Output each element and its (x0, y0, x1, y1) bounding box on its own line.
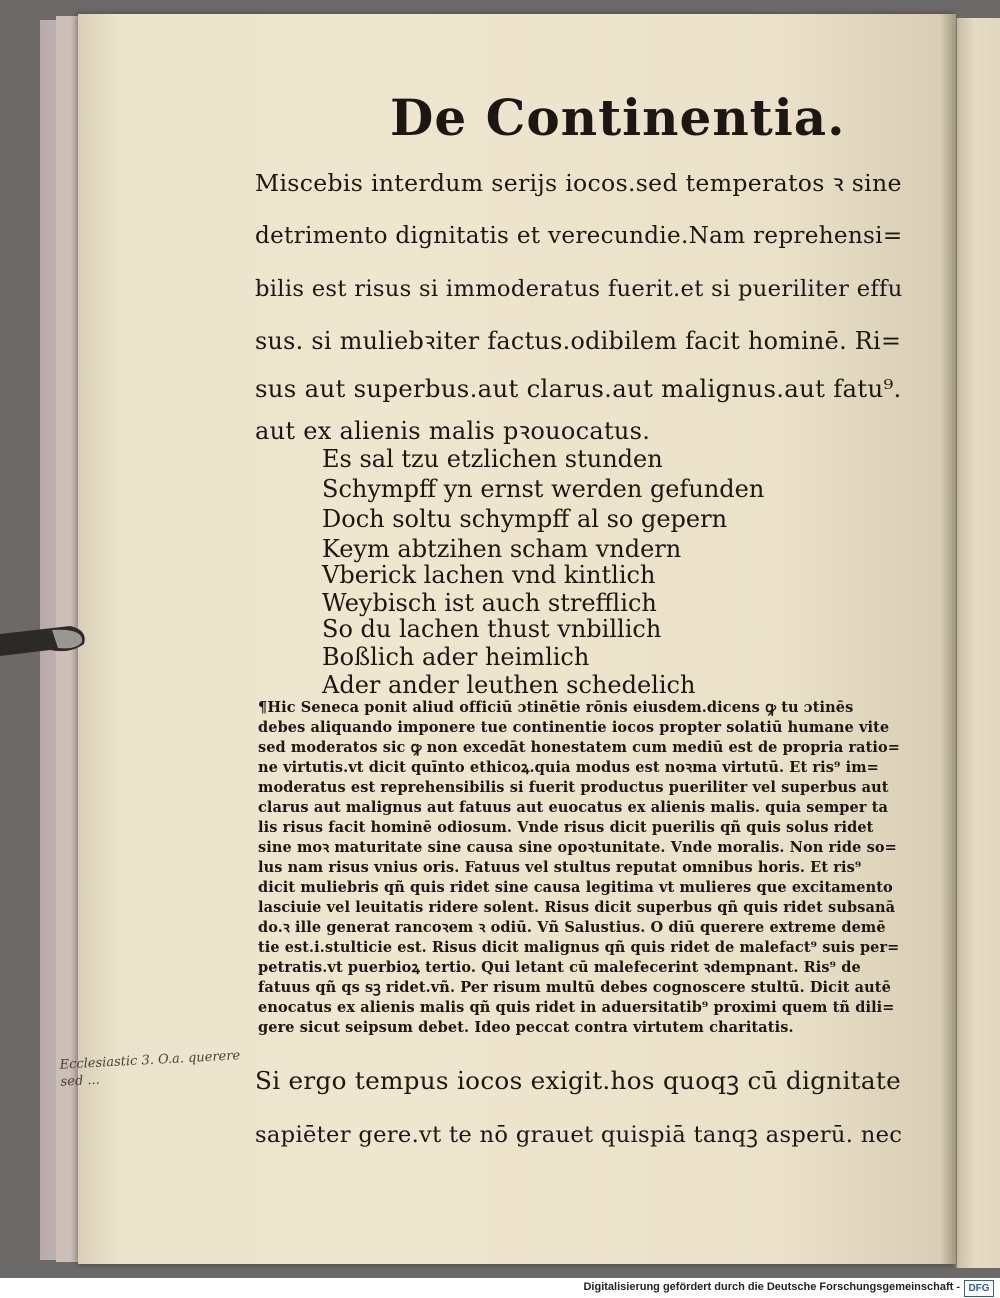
commentary-line: clarus aut malignus aut fatuus aut euocatus ex alienis malis. quia semper ta (258, 799, 889, 816)
latin-line: sus. si muliebꝛiter factus.odibilem facit hominē. Ri= (255, 327, 902, 355)
commentary-line: ne virtutis.vt dicit quīnto ethicoꝝ.quia modus est noꝛma virtutū. Et ris⁹ im= (258, 759, 879, 776)
margin-note-line: Ecclesiastic 3. O.a. querere (59, 1048, 241, 1073)
commentary-line: do.ꝛ ille generat rancoꝛem ꝛ odiū. Vñ Salustius. O diū querere extreme demē (258, 919, 886, 936)
commentary-line: lis risus facit hominē odiosum. Vnde risus dicit puerilis qñ quis solus ridet (258, 819, 874, 836)
commentary-line: tie est.i.stulticie est. Risus dicit malignus qñ quis ridet de malefact⁹ suis per= (258, 939, 900, 956)
latin-line: detrimento dignitatis et verecundie.Nam reprehensi= (255, 223, 903, 249)
verse-line: Vberick lachen vnd kintlich (322, 561, 656, 589)
bookmark-strip (0, 620, 90, 660)
facing-page (955, 18, 1000, 1268)
verse-line: Ader ander leuthen schedelich (322, 671, 696, 699)
commentary-line: dicit muliebris qñ quis ridet sine causa legitima vt mulieres que excitamento (258, 879, 893, 896)
commentary-line: petratis.vt puerbioꝝ tertio. Qui letant cū malefecerint ꝛdempnant. Ris⁹ de (258, 959, 861, 976)
commentary-line: gere sicut seipsum debet. Ideo peccat contra virtutem charitatis. (258, 1019, 794, 1036)
commentary-line: moderatus est reprehensibilis si fuerit productus pueriliter vel superbus aut (258, 779, 889, 796)
latin-line: aut ex alienis malis pꝛouocatus. (255, 417, 651, 445)
closing-line: sapiēter gere.vt te nō grauet quispiā tanqꝫ asperū. nec (255, 1122, 903, 1148)
verse-line: Weybisch ist auch strefflich (322, 589, 657, 617)
page-title: De Continentia. (390, 88, 846, 147)
commentary-line: debes aliquando imponere tue continentie iocos propter solatiū humane vite (258, 719, 890, 736)
latin-line: bilis est risus si immoderatus fuerit.et si pueriliter effu (255, 276, 903, 302)
commentary-line: lasciuie vel leuitatis ridere solent. Risus dicit superbus qñ quis ridet subsanā (258, 899, 896, 916)
verse-line: Doch soltu schympff al so gepern (322, 505, 728, 533)
margin-note-line: sed ... (60, 1072, 101, 1090)
latin-line: Miscebis interdum serijs iocos.sed temperatos ꝛ sine (255, 169, 902, 197)
commentary-line: lus nam risus vnius oris. Fatuus vel stultus reputat omnibus horis. Et ris⁹ (258, 859, 862, 876)
footer-bar (0, 1278, 1000, 1298)
commentary-line: sed moderatos sic ꝙ non excedāt honestatem cum mediū est de propria ratio= (258, 739, 900, 756)
verse-line: Es sal tzu etzlichen stunden (322, 445, 663, 473)
verse-line: Keym abtzihen scham vndern (322, 535, 682, 563)
verse-line: Boßlich ader heimlich (322, 643, 590, 671)
commentary-line: fatuus qñ qs sꝫ ridet.vñ. Per risum multū debes cognoscere stultū. Dicit autē (258, 979, 891, 996)
latin-line: sus aut superbus.aut clarus.aut malignus.aut fatu⁹. (255, 374, 902, 403)
funding-credit: Digitalisierung gefördert durch die Deutsche Forschungsgemeinschaft - (583, 1281, 960, 1293)
verse-line: So du lachen thust vnbillich (322, 615, 662, 643)
page-gutter (940, 14, 956, 1264)
closing-line: Si ergo tempus iocos exigit.hos quoqꝫ cū dignitate (255, 1066, 901, 1095)
commentary-line: enocatus ex alienis malis qñ quis ridet in aduersitatib⁹ proximi quem tñ dili= (258, 999, 895, 1016)
commentary-line: sine moꝛ maturitate sine causa sine opoꝛtunitate. Vnde moralis. Non ride so= (258, 839, 897, 856)
dfg-logo: DFG (964, 1280, 994, 1297)
verse-line: Schympff yn ernst werden gefunden (322, 475, 765, 503)
commentary-line: ¶Hic Seneca ponit aliud officiū ɔtinētie rōnis eiusdem.dicens ꝙ tu ɔtinēs (258, 699, 854, 716)
